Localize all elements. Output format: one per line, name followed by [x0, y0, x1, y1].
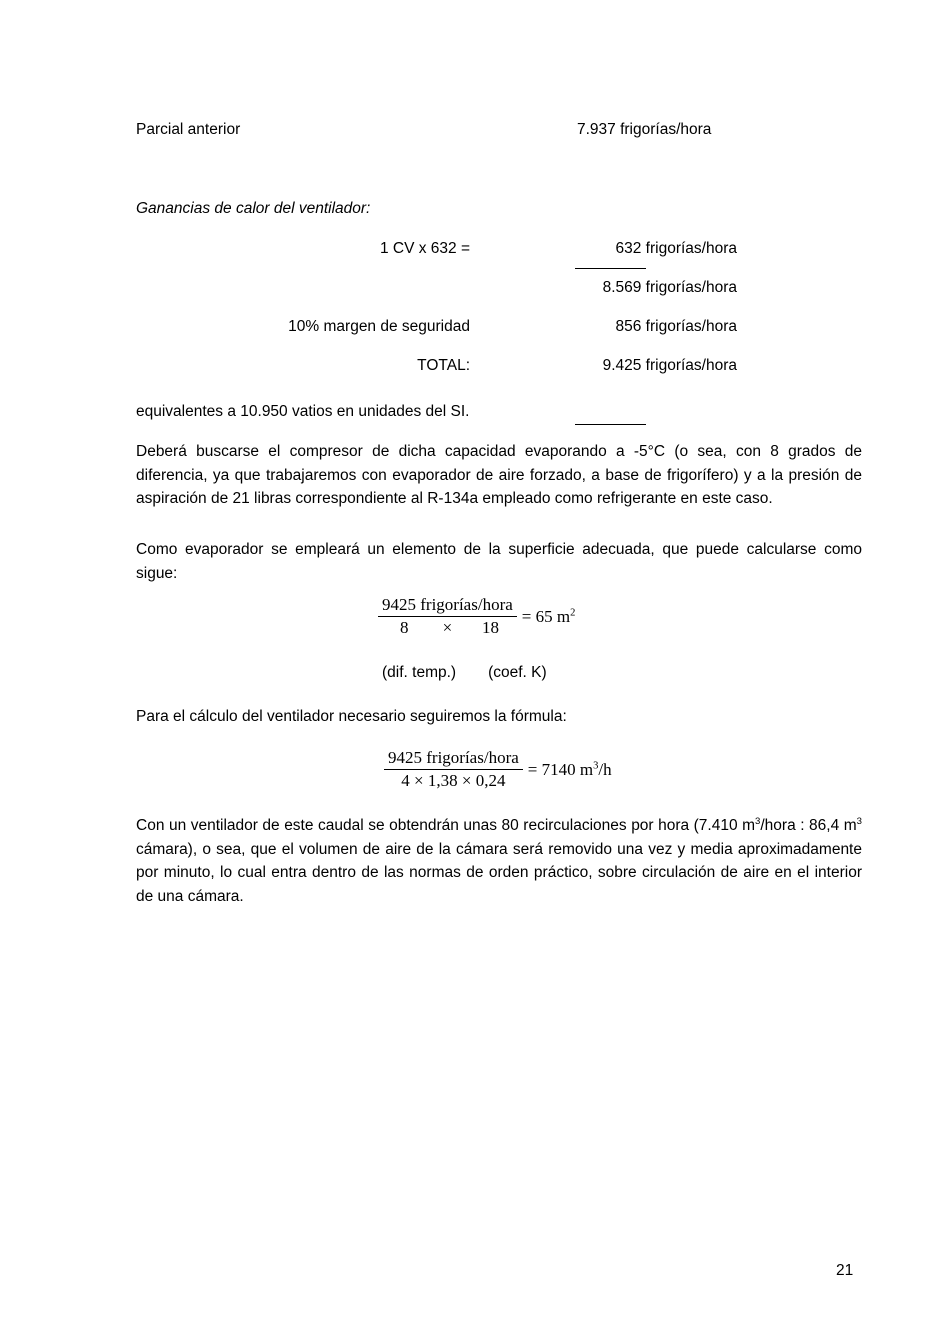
- final-text-part3: cámara), o sea, que el volumen de aire de la cámara será removido una vez y media aproximadamente por minuto, lo cual entra dentro de las normas de orden práctico, sobre circulación de aire en el interior de una cámara.: [136, 840, 862, 905]
- fan-gains-heading: Ganancias de calor del ventilador:: [136, 200, 371, 217]
- paragraph-final: [136, 814, 862, 908]
- denominator-term-a: 8: [399, 618, 409, 637]
- fraction-numerator: 9425 frigorías/hora: [384, 748, 523, 770]
- final-text-part2: /hora : 86,4 m: [760, 817, 857, 834]
- formula-result-text: = 7140 m: [527, 759, 594, 779]
- table-rule: [575, 424, 646, 425]
- partial-anterior-label: Parcial anterior: [136, 121, 241, 138]
- formula-result-text: = 65 m: [521, 606, 571, 626]
- formula-result: [517, 607, 576, 627]
- table-row: [136, 240, 862, 279]
- partial-anterior-value: 7.937 frigorías/hora: [577, 121, 712, 138]
- final-exponent-2: 3: [856, 815, 862, 827]
- formula-result-exponent: 2: [570, 606, 576, 618]
- calc-label: 10% margen de seguridad: [288, 318, 470, 335]
- calc-value: 8.569 frigorías/hora: [602, 279, 737, 296]
- formula-airflow: [384, 748, 612, 791]
- label-dif-temp: (dif. temp.): [382, 664, 457, 681]
- paragraph-formula-intro: Para el cálculo del ventilador necesario seguiremos la fórmula:: [136, 708, 567, 725]
- table-row: [136, 357, 862, 396]
- formula-result-exponent: 3: [593, 759, 599, 771]
- fraction-denominator: [378, 617, 517, 638]
- table-rule: [575, 268, 646, 269]
- paragraph-evaporator: Como evaporador se empleará un elemento de la superficie adecuada, que puede calcularse como sigue:: [136, 541, 862, 582]
- final-exponent-1: 3: [755, 815, 761, 827]
- fraction-airflow: [384, 748, 523, 791]
- formula-denominator-labels: [382, 664, 547, 682]
- formula-result-tail: /h: [598, 759, 612, 779]
- table-row: [136, 318, 862, 357]
- fan-gains-table: [136, 240, 862, 396]
- paragraph-equivalence: equivalentes a 10.950 vatios en unidades del SI.: [136, 403, 470, 420]
- table-row: [136, 279, 862, 318]
- calc-label: 1 CV x 632 =: [379, 240, 470, 257]
- calc-label-total: TOTAL:: [417, 357, 470, 374]
- formula-evaporator-area: [378, 595, 575, 638]
- paragraph-compressor: Deberá buscarse el compresor de dicha capacidad evaporando a -5°C (o sea, con 8 grados de diferencia, ya que trabajaremos con evaporador de aire forzado, a base de frigorífero) y a la presión de aspiración de 21 libras correspondiente al R-134a empleado como refrigerante en este caso.: [136, 443, 862, 507]
- multiplication-icon: ×: [442, 618, 453, 637]
- calc-value-total: 9.425 frigorías/hora: [602, 357, 737, 374]
- formula-result: [523, 760, 612, 780]
- fraction-denominator: 4 × 1,38 × 0,24: [401, 771, 506, 790]
- calc-value: 856 frigorías/hora: [615, 318, 737, 335]
- fraction-area: [378, 595, 517, 638]
- denominator-term-b: 18: [482, 618, 500, 637]
- fraction-numerator: 9425 frigorías/hora: [378, 595, 517, 617]
- final-text-part1: Con un ventilador de este caudal se obtendrán unas 80 recirculaciones por hora (7.410 m: [136, 817, 756, 834]
- calc-value: 632 frigorías/hora: [615, 240, 737, 257]
- label-coef-k: (coef. K): [488, 664, 547, 681]
- page-number: 21: [836, 1262, 854, 1279]
